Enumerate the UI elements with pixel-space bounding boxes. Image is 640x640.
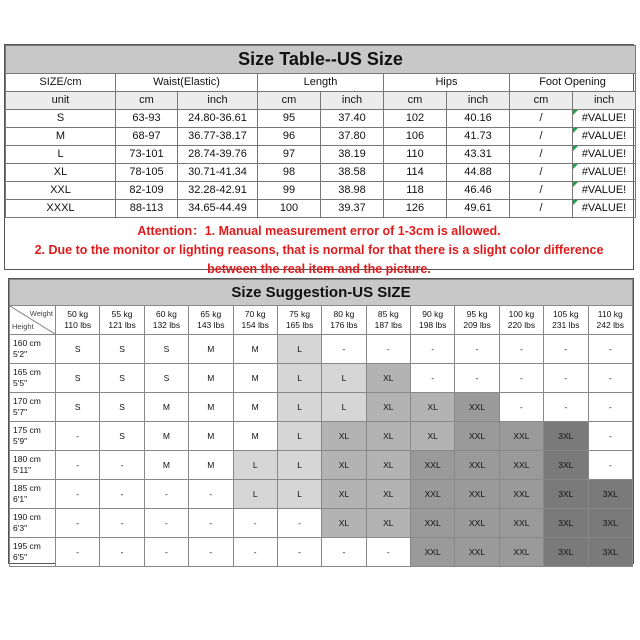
measurement-cell: 41.73 bbox=[447, 128, 510, 146]
suggested-size-cell: XXL bbox=[499, 422, 543, 451]
height-cm: 160 cm bbox=[13, 338, 41, 348]
size-table bbox=[5, 45, 636, 218]
height-ft: 6'3" bbox=[13, 523, 28, 533]
weight-lbs: 121 lbs bbox=[108, 320, 136, 330]
measurement-cell: 68-97 bbox=[116, 128, 178, 146]
weight-lbs: 187 lbs bbox=[374, 320, 403, 330]
weight-lbs: 220 lbs bbox=[507, 320, 536, 330]
suggested-size-cell: - bbox=[189, 509, 233, 538]
weight-lbs: 143 lbs bbox=[197, 320, 225, 330]
measurement-cell: 43.31 bbox=[447, 146, 510, 164]
note-line: Attention：1. Manual measurement error of 1-3cm is allowed. bbox=[137, 224, 501, 238]
measurement-cell: 126 bbox=[384, 200, 447, 218]
height-cm: 185 cm bbox=[13, 483, 41, 493]
measurement-cell: 63-93 bbox=[116, 110, 178, 128]
suggested-size-cell: - bbox=[455, 335, 499, 364]
suggested-size-cell: - bbox=[100, 451, 144, 480]
suggested-size-cell: - bbox=[144, 509, 188, 538]
weight-header-cell bbox=[411, 306, 455, 335]
suggested-size-cell: M bbox=[233, 364, 277, 393]
weight-lbs: 231 lbs bbox=[552, 320, 580, 330]
suggested-size-cell: - bbox=[588, 335, 633, 364]
suggested-size-cell: S bbox=[56, 335, 100, 364]
height-header-cell bbox=[10, 538, 56, 567]
suggested-size-cell: 3XL bbox=[544, 451, 588, 480]
height-header-cell bbox=[10, 335, 56, 364]
suggested-size-cell: - bbox=[56, 422, 100, 451]
height-row bbox=[10, 364, 633, 393]
suggested-size-cell: - bbox=[544, 393, 588, 422]
suggested-size-cell: L bbox=[277, 422, 321, 451]
height-ft: 6'1" bbox=[13, 494, 28, 504]
measurement-cell: 78-105 bbox=[116, 164, 178, 182]
suggested-size-cell: M bbox=[189, 422, 233, 451]
measurement-cell: 118 bbox=[384, 182, 447, 200]
weight-kg: 80 kg bbox=[333, 309, 355, 319]
measurement-cell: 46.46 bbox=[447, 182, 510, 200]
size-table-title: Size Table--US Size bbox=[6, 46, 636, 74]
height-ft: 6'5" bbox=[13, 552, 28, 562]
unit-header: inch bbox=[178, 92, 258, 110]
size-label-cell: S bbox=[6, 110, 116, 128]
height-header-cell bbox=[10, 364, 56, 393]
col-group-hips: Hips bbox=[384, 74, 510, 92]
attention-notes bbox=[5, 218, 633, 279]
weight-lbs: 209 lbs bbox=[463, 320, 491, 330]
measurement-cell: 100 bbox=[258, 200, 321, 218]
measurement-cell: 49.61 bbox=[447, 200, 510, 218]
measurement-cell: / bbox=[510, 164, 573, 182]
suggested-size-cell: - bbox=[56, 480, 100, 509]
suggested-size-cell: - bbox=[588, 393, 633, 422]
measurement-cell: / bbox=[510, 200, 573, 218]
size-table-panel bbox=[4, 44, 634, 276]
measurement-cell: 98 bbox=[258, 164, 321, 182]
suggested-size-cell: M bbox=[189, 335, 233, 364]
measurement-cell: / bbox=[510, 110, 573, 128]
weight-header-cell bbox=[544, 306, 588, 335]
suggested-size-cell: S bbox=[56, 364, 100, 393]
suggested-size-cell: - bbox=[322, 335, 366, 364]
measurement-cell: / bbox=[510, 182, 573, 200]
suggested-size-cell: 3XL bbox=[544, 480, 588, 509]
measurement-cell: 95 bbox=[258, 110, 321, 128]
size-row bbox=[6, 110, 636, 128]
suggested-size-cell: XXL bbox=[499, 451, 543, 480]
height-cm: 180 cm bbox=[13, 454, 41, 464]
suggested-size-cell: - bbox=[499, 364, 543, 393]
suggested-size-cell: - bbox=[144, 538, 188, 567]
suggested-size-cell: L bbox=[277, 451, 321, 480]
size-label-cell: XXXL bbox=[6, 200, 116, 218]
suggested-size-cell: - bbox=[189, 480, 233, 509]
suggested-size-cell: S bbox=[144, 335, 188, 364]
weight-lbs: 198 lbs bbox=[418, 320, 447, 330]
suggested-size-cell: XXL bbox=[455, 393, 499, 422]
height-ft: 5'11" bbox=[13, 465, 32, 475]
measurement-cell: 39.37 bbox=[321, 200, 384, 218]
height-header-cell bbox=[10, 509, 56, 538]
suggested-size-cell: M bbox=[189, 393, 233, 422]
measurement-cell: 30.71-41.34 bbox=[178, 164, 258, 182]
height-cm: 175 cm bbox=[13, 425, 41, 435]
height-cm: 195 cm bbox=[13, 541, 41, 551]
unit-header: cm bbox=[384, 92, 447, 110]
measurement-cell: #VALUE! bbox=[573, 182, 636, 200]
suggested-size-cell: L bbox=[322, 364, 366, 393]
measurement-cell: 40.16 bbox=[447, 110, 510, 128]
measurement-cell: 32.28-42.91 bbox=[178, 182, 258, 200]
measurement-cell: 110 bbox=[384, 146, 447, 164]
weight-kg: 50 kg bbox=[67, 309, 89, 319]
suggested-size-cell: M bbox=[233, 393, 277, 422]
weight-header-cell bbox=[366, 306, 410, 335]
measurement-cell: 38.58 bbox=[321, 164, 384, 182]
suggested-size-cell: - bbox=[366, 538, 410, 567]
height-cm: 165 cm bbox=[13, 367, 41, 377]
measurement-cell: 34.65-44.49 bbox=[178, 200, 258, 218]
weight-kg: 105 kg bbox=[553, 309, 579, 319]
size-label-cell: L bbox=[6, 146, 116, 164]
weight-header-cell bbox=[322, 306, 366, 335]
measurement-cell: #VALUE! bbox=[573, 146, 636, 164]
suggested-size-cell: L bbox=[277, 364, 321, 393]
suggested-size-cell: 3XL bbox=[588, 538, 633, 567]
suggested-size-cell: XXL bbox=[411, 451, 455, 480]
suggested-size-cell: XL bbox=[366, 480, 410, 509]
suggested-size-cell: - bbox=[100, 509, 144, 538]
suggested-size-cell: - bbox=[411, 335, 455, 364]
suggested-size-cell: - bbox=[588, 364, 633, 393]
height-row bbox=[10, 422, 633, 451]
suggested-size-cell: XXL bbox=[411, 538, 455, 567]
measurement-cell: 28.74-39.76 bbox=[178, 146, 258, 164]
suggested-size-cell: XL bbox=[366, 364, 410, 393]
suggested-size-cell: XL bbox=[411, 422, 455, 451]
unit-header: inch bbox=[573, 92, 636, 110]
size-row bbox=[6, 200, 636, 218]
suggested-size-cell: XXL bbox=[411, 480, 455, 509]
suggested-size-cell: - bbox=[56, 538, 100, 567]
measurement-cell: #VALUE! bbox=[573, 200, 636, 218]
weight-kg: 60 kg bbox=[156, 309, 177, 319]
col-group-foot-opening: Foot Opening bbox=[510, 74, 636, 92]
weight-header-cell bbox=[277, 306, 321, 335]
size-label-cell: XL bbox=[6, 164, 116, 182]
suggested-size-cell: L bbox=[322, 393, 366, 422]
measurement-cell: 38.19 bbox=[321, 146, 384, 164]
suggested-size-cell: XL bbox=[322, 422, 366, 451]
weight-header-cell bbox=[499, 306, 543, 335]
measurement-cell: 24.80-36.61 bbox=[178, 110, 258, 128]
suggested-size-cell: L bbox=[277, 393, 321, 422]
suggested-size-cell: S bbox=[100, 422, 144, 451]
suggested-size-cell: - bbox=[56, 509, 100, 538]
suggested-size-cell: - bbox=[100, 480, 144, 509]
weight-kg: 75 kg bbox=[289, 309, 310, 319]
measurement-cell: 73-101 bbox=[116, 146, 178, 164]
weight-lbs: 242 lbs bbox=[596, 320, 624, 330]
suggested-size-cell: XL bbox=[322, 451, 366, 480]
height-ft: 5'2" bbox=[13, 349, 28, 359]
size-suggestion-table bbox=[9, 279, 633, 567]
unit-header: cm bbox=[510, 92, 573, 110]
height-header-cell bbox=[10, 480, 56, 509]
suggested-size-cell: - bbox=[411, 364, 455, 393]
suggested-size-cell: L bbox=[233, 451, 277, 480]
weight-header-cell bbox=[588, 306, 633, 335]
weight-kg: 65 kg bbox=[200, 309, 222, 319]
suggested-size-cell: XL bbox=[366, 509, 410, 538]
measurement-cell: 99 bbox=[258, 182, 321, 200]
suggested-size-cell: XL bbox=[322, 480, 366, 509]
suggested-size-cell: - bbox=[277, 538, 321, 567]
height-row bbox=[10, 335, 633, 364]
suggested-size-cell: XL bbox=[366, 451, 410, 480]
measurement-cell: 38.98 bbox=[321, 182, 384, 200]
suggested-size-cell: L bbox=[277, 335, 321, 364]
measurement-cell: 37.40 bbox=[321, 110, 384, 128]
suggested-size-cell: S bbox=[100, 393, 144, 422]
measurement-cell: 36.77-38.17 bbox=[178, 128, 258, 146]
suggested-size-cell: 3XL bbox=[588, 509, 633, 538]
height-ft: 5'5" bbox=[13, 378, 28, 388]
size-row bbox=[6, 128, 636, 146]
size-label-cell: M bbox=[6, 128, 116, 146]
measurement-cell: 44.88 bbox=[447, 164, 510, 182]
suggested-size-cell: M bbox=[144, 422, 188, 451]
suggested-size-cell: 3XL bbox=[544, 538, 588, 567]
suggested-size-cell: - bbox=[322, 538, 366, 567]
unit-header: cm bbox=[258, 92, 321, 110]
suggested-size-cell: M bbox=[189, 364, 233, 393]
unit-header: cm bbox=[116, 92, 178, 110]
measurement-cell: #VALUE! bbox=[573, 164, 636, 182]
weight-kg: 55 kg bbox=[111, 309, 133, 319]
size-suggestion-panel bbox=[8, 278, 634, 564]
weight-kg: 70 kg bbox=[244, 309, 266, 319]
weight-header-cell bbox=[233, 306, 277, 335]
measurement-cell: / bbox=[510, 146, 573, 164]
size-label-cell: XXL bbox=[6, 182, 116, 200]
suggested-size-cell: XXL bbox=[499, 538, 543, 567]
suggested-size-cell: - bbox=[455, 364, 499, 393]
suggested-size-cell: - bbox=[277, 509, 321, 538]
unit-header: unit bbox=[6, 92, 116, 110]
weight-lbs: 154 lbs bbox=[241, 320, 269, 330]
suggested-size-cell: S bbox=[100, 364, 144, 393]
suggested-size-cell: XXL bbox=[499, 509, 543, 538]
height-row bbox=[10, 393, 633, 422]
weight-lbs: 110 lbs bbox=[64, 320, 92, 330]
height-row bbox=[10, 480, 633, 509]
suggested-size-cell: - bbox=[144, 480, 188, 509]
unit-header: inch bbox=[321, 92, 384, 110]
suggested-size-cell: M bbox=[233, 422, 277, 451]
height-header-cell bbox=[10, 393, 56, 422]
suggested-size-cell: XXL bbox=[455, 451, 499, 480]
height-label: Height bbox=[12, 322, 34, 331]
height-row bbox=[10, 451, 633, 480]
weight-kg: 85 kg bbox=[377, 309, 399, 319]
measurement-cell: 82-109 bbox=[116, 182, 178, 200]
weight-header-cell bbox=[100, 306, 144, 335]
note-line: between the real item and the picture. bbox=[207, 262, 431, 276]
suggested-size-cell: XL bbox=[322, 509, 366, 538]
col-group-length: Length bbox=[258, 74, 384, 92]
suggested-size-cell: 3XL bbox=[588, 480, 633, 509]
weight-kg: 110 kg bbox=[597, 309, 623, 319]
suggested-size-cell: - bbox=[544, 335, 588, 364]
weight-lbs: 176 lbs bbox=[330, 320, 358, 330]
note-line: 2. Due to the monitor or lighting reasons, that is normal for that there is a slight color difference bbox=[34, 243, 604, 257]
suggested-size-cell: XL bbox=[411, 393, 455, 422]
weight-height-corner bbox=[10, 306, 56, 335]
weight-label: Weight bbox=[29, 309, 53, 318]
unit-header: inch bbox=[447, 92, 510, 110]
suggested-size-cell: - bbox=[233, 509, 277, 538]
measurement-cell: 96 bbox=[258, 128, 321, 146]
suggested-size-cell: XXL bbox=[455, 480, 499, 509]
weight-kg: 100 kg bbox=[508, 309, 535, 319]
weight-kg: 95 kg bbox=[466, 309, 488, 319]
suggested-size-cell: - bbox=[56, 451, 100, 480]
height-cm: 190 cm bbox=[13, 512, 41, 522]
suggested-size-cell: M bbox=[144, 393, 188, 422]
height-cm: 170 cm bbox=[13, 396, 41, 406]
suggested-size-cell: - bbox=[189, 538, 233, 567]
size-row bbox=[6, 182, 636, 200]
weight-lbs: 132 lbs bbox=[152, 320, 181, 330]
measurement-cell: 102 bbox=[384, 110, 447, 128]
measurement-cell: 37.80 bbox=[321, 128, 384, 146]
suggested-size-cell: XL bbox=[366, 393, 410, 422]
height-header-cell bbox=[10, 451, 56, 480]
suggested-size-cell: L bbox=[277, 480, 321, 509]
suggested-size-cell: XXL bbox=[499, 480, 543, 509]
suggested-size-cell: M bbox=[144, 451, 188, 480]
suggested-size-cell: S bbox=[56, 393, 100, 422]
height-row bbox=[10, 538, 633, 567]
measurement-cell: #VALUE! bbox=[573, 128, 636, 146]
measurement-cell: 97 bbox=[258, 146, 321, 164]
measurement-cell: 106 bbox=[384, 128, 447, 146]
suggested-size-cell: 3XL bbox=[544, 422, 588, 451]
suggested-size-cell: - bbox=[588, 422, 633, 451]
suggested-size-cell: S bbox=[144, 364, 188, 393]
col-group-size: SIZE/cm bbox=[6, 74, 116, 92]
weight-header-cell bbox=[455, 306, 499, 335]
suggested-size-cell: XXL bbox=[455, 538, 499, 567]
measurement-cell: #VALUE! bbox=[573, 110, 636, 128]
suggested-size-cell: - bbox=[366, 335, 410, 364]
suggested-size-cell: S bbox=[100, 335, 144, 364]
weight-lbs: 165 lbs bbox=[285, 320, 314, 330]
col-group-waist: Waist(Elastic) bbox=[116, 74, 258, 92]
height-ft: 5'7" bbox=[13, 407, 28, 417]
suggested-size-cell: M bbox=[233, 335, 277, 364]
height-row bbox=[10, 509, 633, 538]
weight-header-cell bbox=[189, 306, 233, 335]
suggested-size-cell: - bbox=[499, 335, 543, 364]
height-header-cell bbox=[10, 422, 56, 451]
suggested-size-cell: - bbox=[588, 451, 633, 480]
weight-header-cell bbox=[144, 306, 188, 335]
size-row bbox=[6, 146, 636, 164]
measurement-cell: 88-113 bbox=[116, 200, 178, 218]
suggested-size-cell: - bbox=[499, 393, 543, 422]
suggested-size-cell: M bbox=[189, 451, 233, 480]
suggested-size-cell: - bbox=[233, 538, 277, 567]
suggested-size-cell: XXL bbox=[455, 422, 499, 451]
suggested-size-cell: L bbox=[233, 480, 277, 509]
height-ft: 5'9" bbox=[13, 436, 28, 446]
suggested-size-cell: - bbox=[544, 364, 588, 393]
measurement-cell: / bbox=[510, 128, 573, 146]
suggested-size-cell: XXL bbox=[455, 509, 499, 538]
weight-header-cell bbox=[56, 306, 100, 335]
suggested-size-cell: XXL bbox=[411, 509, 455, 538]
suggested-size-cell: XL bbox=[366, 422, 410, 451]
suggested-size-cell: - bbox=[100, 538, 144, 567]
measurement-cell: 114 bbox=[384, 164, 447, 182]
weight-kg: 90 kg bbox=[422, 309, 444, 319]
suggested-size-cell: 3XL bbox=[544, 509, 588, 538]
size-suggestion-title: Size Suggestion-US SIZE bbox=[10, 280, 633, 306]
size-row bbox=[6, 164, 636, 182]
